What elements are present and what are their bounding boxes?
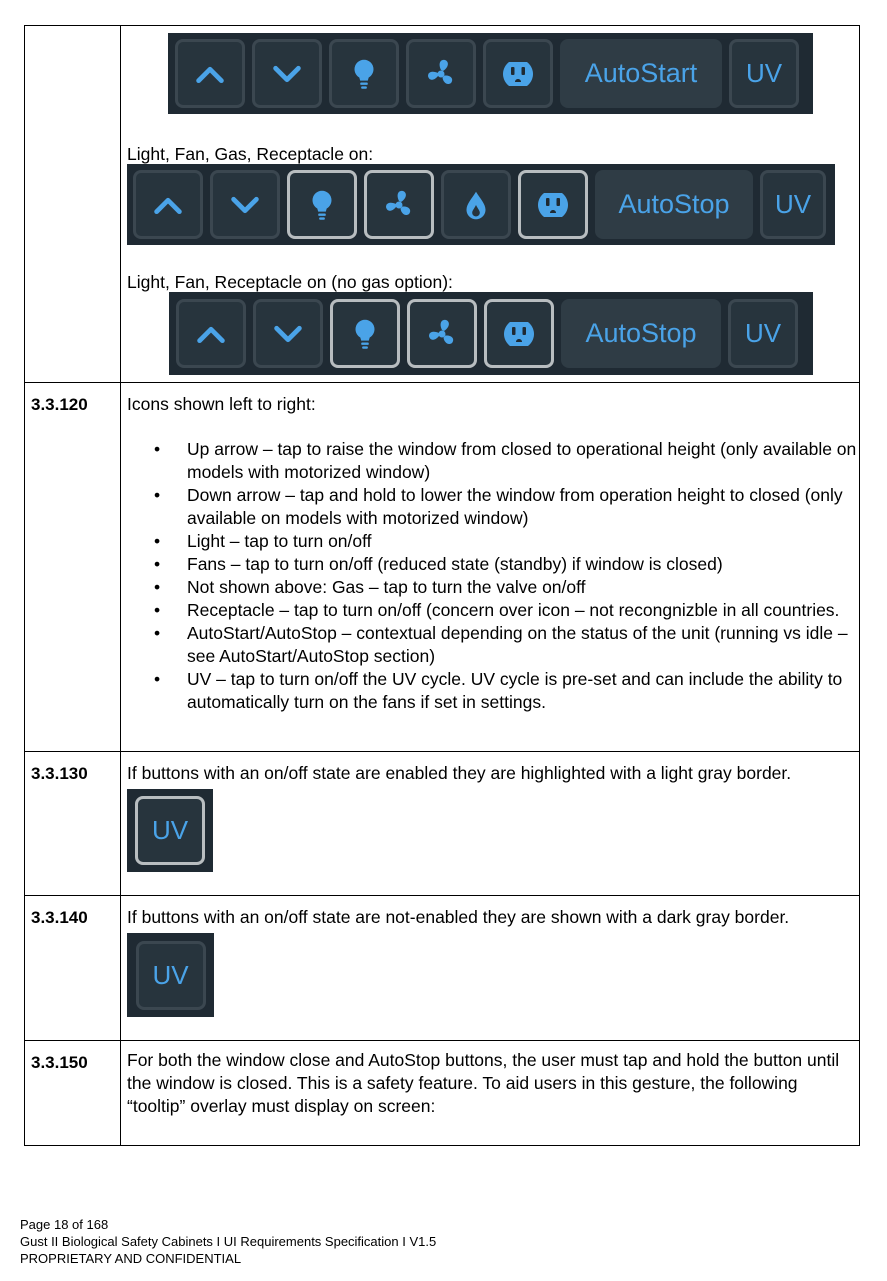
light-button[interactable] [287, 170, 357, 239]
light-button[interactable] [329, 39, 399, 108]
requirement-text: If buttons with an on/off state are enabled they are highlighted with a light gray border. [127, 763, 792, 783]
id-cell [25, 896, 121, 1041]
light-bulb-icon [345, 55, 383, 93]
uv-button[interactable]: UV [760, 170, 826, 239]
receptacle-button[interactable] [484, 299, 554, 368]
footer-document-title: Gust II Biological Safety Cabinets I UI Requirements Specification I V1.5 [20, 1234, 437, 1249]
down-arrow-icon [226, 186, 264, 224]
list-item-text: UV – tap to turn on/off the UV cycle. UV cycle is pre-set and can include the ability to automatically turn on the fans if set in settings. [187, 669, 843, 712]
list-item [121, 599, 859, 622]
table-row [25, 752, 860, 896]
toolbar-caption: Light, Fan, Receptacle on (no gas option): [127, 272, 453, 292]
receptacle-icon [498, 54, 538, 94]
footer-confidential: PROPRIETARY AND CONFIDENTIAL [20, 1251, 242, 1266]
list-item [121, 530, 859, 553]
requirement-id: 3.3.140 [31, 908, 88, 927]
autostart-button[interactable]: AutoStart [560, 39, 722, 108]
list-item [121, 576, 859, 599]
down-arrow-icon [268, 55, 306, 93]
bullet-marker: • [154, 623, 161, 643]
list-item-text: Not shown above: Gas – tap to turn the valve on/off [187, 577, 586, 597]
id-cell [25, 1041, 121, 1146]
light-button[interactable] [330, 299, 400, 368]
bullet-marker: • [154, 531, 161, 551]
uv-disabled-example [127, 933, 214, 1017]
light-bulb-icon [346, 315, 384, 353]
list-item [121, 622, 859, 668]
list-item [121, 484, 859, 530]
requirement-id: 3.3.120 [31, 395, 88, 414]
receptacle-icon [533, 185, 573, 225]
fan-icon [379, 185, 419, 225]
bullet-marker: • [154, 485, 161, 505]
uv-button[interactable]: UV [729, 39, 799, 108]
requirement-text: For both the window close and AutoStop buttons, the user must tap and hold the button until the window is closed. This is a safety feature. To aid users in this gesture, the following “tooltip” overlay must display on screen: [127, 1050, 840, 1116]
toolbar-default [168, 33, 813, 114]
list-item-text: Down arrow – tap and hold to lower the window from operation height to closed (only available on models with motorized window) [187, 485, 843, 528]
fan-icon [421, 54, 461, 94]
bullet-marker: • [154, 669, 161, 689]
up-arrow-button[interactable] [176, 299, 246, 368]
up-arrow-button[interactable] [175, 39, 245, 108]
gas-flame-icon [457, 186, 495, 224]
fan-button[interactable] [407, 299, 477, 368]
fan-button[interactable] [406, 39, 476, 108]
requirement-id: 3.3.130 [31, 764, 88, 783]
list-item [121, 553, 859, 576]
bullet-marker: • [154, 554, 161, 574]
list-item-text: Receptacle – tap to turn on/off (concern over icon – not recongnizble in all countries. [187, 600, 840, 620]
requirement-intro: Icons shown left to right: [127, 394, 316, 414]
id-cell [25, 383, 121, 752]
uv-button[interactable]: UV [728, 299, 798, 368]
down-arrow-icon [269, 315, 307, 353]
toolbar-gas-option [127, 164, 835, 245]
down-arrow-button[interactable] [253, 299, 323, 368]
bullet-marker: • [154, 439, 161, 459]
uv-button[interactable]: UV [136, 941, 206, 1010]
bullet-marker: • [154, 600, 161, 620]
content-cell [121, 752, 860, 896]
requirement-id: 3.3.150 [31, 1053, 88, 1072]
content-cell [121, 896, 860, 1041]
id-cell [25, 26, 121, 383]
table-row [25, 1041, 860, 1146]
table-row [25, 26, 860, 383]
up-arrow-icon [192, 315, 230, 353]
list-item-text: Light – tap to turn on/off [187, 531, 372, 551]
list-item-text: Up arrow – tap to raise the window from closed to operational height (only available on models with motorized window) [187, 439, 857, 482]
toolbar-no-gas-option [169, 292, 813, 375]
receptacle-icon [499, 314, 539, 354]
fan-button[interactable] [364, 170, 434, 239]
gas-button[interactable] [441, 170, 511, 239]
requirement-text: If buttons with an on/off state are not-enabled they are shown with a dark gray border. [127, 907, 790, 927]
fan-icon [422, 314, 462, 354]
footer-page-number: Page 18 of 168 [20, 1217, 109, 1232]
table-row [25, 896, 860, 1041]
content-cell [121, 26, 860, 383]
list-item [121, 668, 859, 714]
requirements-table [24, 25, 860, 1146]
id-cell [25, 752, 121, 896]
up-arrow-button[interactable] [133, 170, 203, 239]
bullet-marker: • [154, 577, 161, 597]
list-item-text: Fans – tap to turn on/off (reduced state (standby) if window is closed) [187, 554, 723, 574]
down-arrow-button[interactable] [210, 170, 280, 239]
list-item [121, 438, 859, 484]
list-item-text: AutoStart/AutoStop – contextual depending on the status of the unit (running vs idle – see AutoStart/AutoStop section) [187, 623, 848, 666]
icon-description-list [121, 438, 859, 714]
autostop-button[interactable]: AutoStop [595, 170, 753, 239]
autostop-button[interactable]: AutoStop [561, 299, 721, 368]
receptacle-button[interactable] [518, 170, 588, 239]
content-cell [121, 383, 860, 752]
uv-button[interactable]: UV [135, 796, 205, 865]
down-arrow-button[interactable] [252, 39, 322, 108]
uv-enabled-example [127, 789, 213, 872]
receptacle-button[interactable] [483, 39, 553, 108]
light-bulb-icon [303, 186, 341, 224]
up-arrow-icon [191, 55, 229, 93]
table-row [25, 383, 860, 752]
up-arrow-icon [149, 186, 187, 224]
content-cell [121, 1041, 860, 1146]
toolbar-caption: Light, Fan, Gas, Receptacle on: [127, 144, 374, 164]
